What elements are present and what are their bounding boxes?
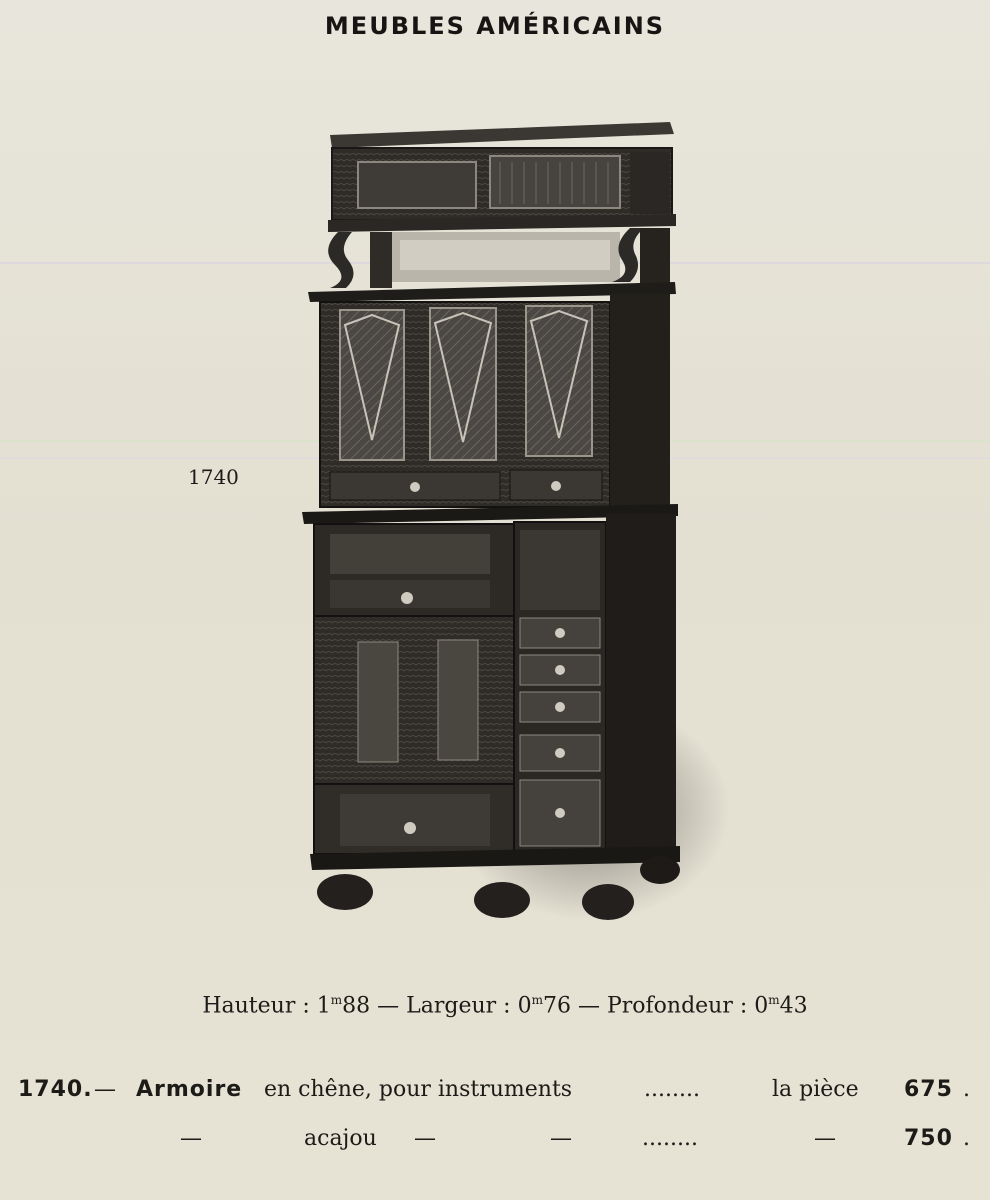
- item-ref: 1740.: [18, 1077, 93, 1102]
- profondeur-unit: m: [768, 993, 780, 1007]
- price-period: .: [963, 1126, 970, 1151]
- lower-cabinet: [302, 504, 680, 870]
- ditto-dash: —: [180, 1126, 202, 1151]
- price-row: [18, 1126, 978, 1162]
- profondeur-value: 0: [754, 993, 769, 1019]
- ditto-dash: —: [814, 1126, 836, 1151]
- hauteur-unit: m: [330, 993, 343, 1007]
- largeur-decimals: 76: [542, 993, 571, 1019]
- hauteur-value: 1: [316, 993, 331, 1019]
- dimension-separator: —: [577, 993, 600, 1019]
- upper-glazed-cabinet: [308, 282, 676, 509]
- item-price: 675: [904, 1077, 953, 1102]
- item-dash: —: [94, 1077, 116, 1102]
- item-material: acajou: [304, 1126, 377, 1151]
- unit-label: la pièce: [772, 1077, 859, 1102]
- page-title: MEUBLES AMÉRICAINS: [324, 12, 666, 40]
- item-price: 750: [904, 1126, 953, 1151]
- price-period: .: [963, 1077, 970, 1102]
- largeur-value: 0: [517, 993, 532, 1019]
- item-name: Armoire: [136, 1077, 243, 1102]
- top-cabinet: [328, 122, 676, 232]
- ditto-dash: —: [414, 1126, 436, 1151]
- hauteur-label: Hauteur :: [202, 993, 310, 1019]
- cabinet-illustration: [290, 110, 740, 940]
- dimension-separator: —: [377, 993, 400, 1019]
- ditto-dash: —: [550, 1126, 572, 1151]
- largeur-unit: m: [531, 993, 543, 1007]
- hauteur-decimals: 88: [342, 993, 371, 1019]
- profondeur-decimals: 43: [779, 993, 808, 1019]
- figure-number: 1740: [188, 465, 239, 489]
- largeur-label: Largeur :: [406, 993, 511, 1019]
- dot-leader: ........: [642, 1126, 698, 1151]
- price-row: [18, 1077, 978, 1113]
- item-description: en chêne, pour instruments: [264, 1077, 573, 1102]
- dimensions-line: [0, 993, 990, 1018]
- profondeur-label: Profondeur :: [606, 993, 748, 1019]
- dot-leader: ........: [644, 1077, 700, 1102]
- open-shelf: [328, 228, 670, 288]
